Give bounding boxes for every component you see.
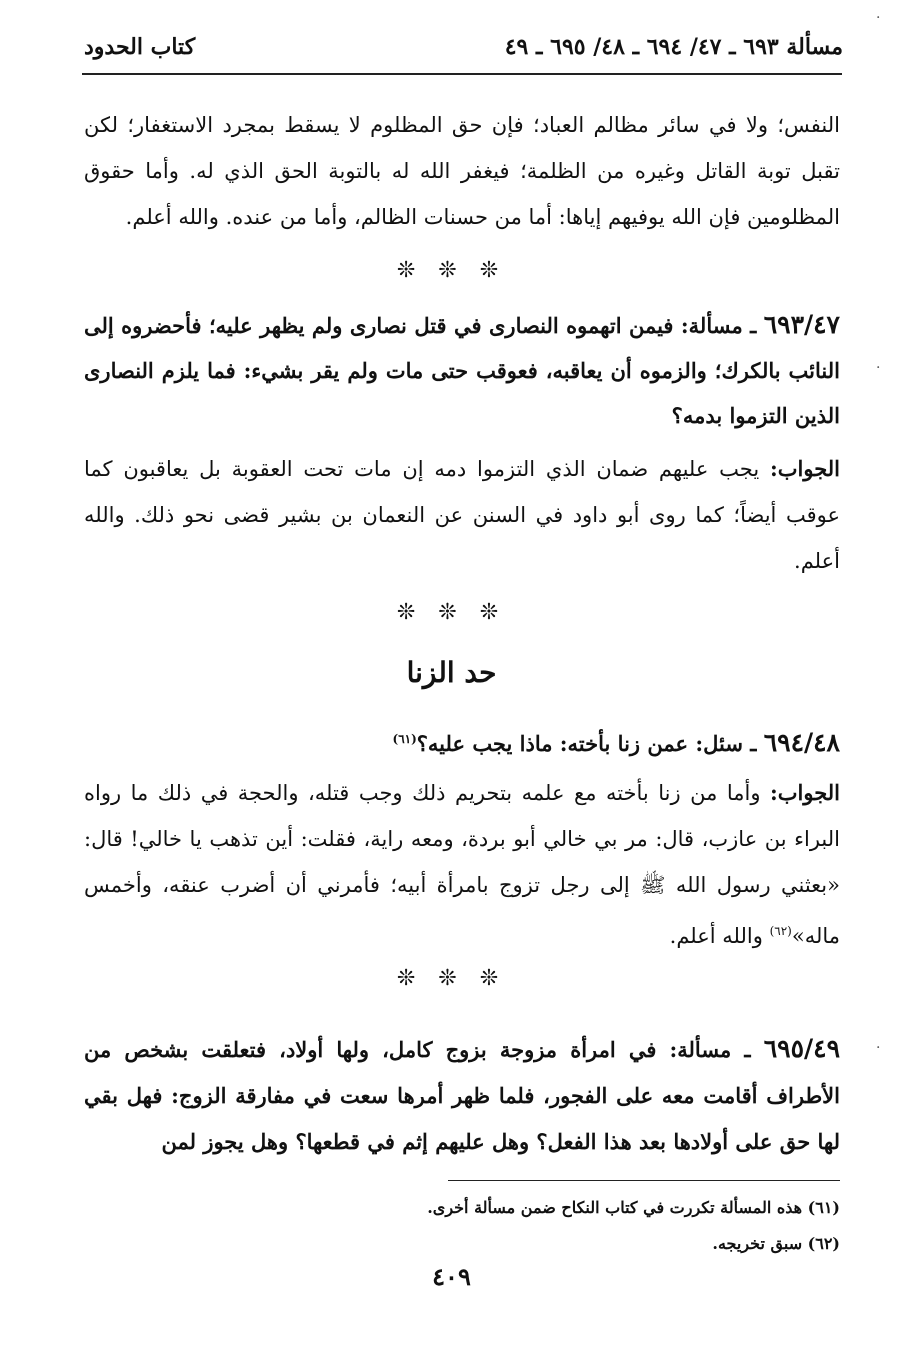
answer-694 <box>84 770 840 959</box>
section-heading: حد الزنا <box>406 656 497 689</box>
running-header-issue-numbers: مسألة ٦٩٣ ـ ٤٧/ ٦٩٤ ـ ٤٨/ ٦٩٥ ـ ٤٩ <box>504 34 843 60</box>
question-number: ٦٩٣/٤٧ <box>763 310 840 339</box>
answer-text: وأما من زنا بأخته مع علمه بتحريم ذلك وجب قتله، والحجة في ذلك ما رواه البراء بن عازب، قال: مر بي خالي أبو بردة، ومعه راية، فقلت: أين تذهب يا خالي! قال: «بعثني رسول الله ﷺ إلى رجل تزوج بامرأة أبيه؛ فأمرني أن أضرب عنقه، وأخمس ماله» <box>84 781 840 948</box>
question-text: عمن زنا بأخته: ماذا يجب عليه؟ <box>416 731 689 756</box>
question-695 <box>84 1026 840 1165</box>
footnote-rule <box>448 1180 840 1181</box>
footnote-ref: (٦٢) <box>769 924 792 938</box>
question-text: في امرأة مزوجة بزوج كامل، ولها أولاد، فتعلقت بشخص من الأطراف أقامت معه على الفجور، فلما ظهر أمرها سعت في مفارقة الزوج: فهل بقي لها حق على أولادها بعد هذا الفعل؟ وهل عليهم إثم في قطعها؟ وهل يجوز لمن <box>84 1037 840 1154</box>
question-label: ـ سئل: <box>695 731 757 756</box>
header-rule <box>82 73 842 75</box>
scan-speck: · <box>876 360 881 376</box>
running-header-chapter-title: كتاب الحدود <box>84 34 196 60</box>
paragraph-continuation: النفس؛ ولا في سائر مظالم العباد؛ فإن حق المظلوم لا يسقط بمجرد الاستغفار؛ لكن تقبل توبة القاتل وغيره من الظلمة؛ فيغفر الله له بالتوبة الحق الذي له. وأما حقوق المظلومين فإن الله يوفيهم إياها: أما من حسنات الظالم، وأما من عنده. والله أعلم. <box>84 113 840 229</box>
question-label: ـ مسألة: <box>680 313 757 338</box>
scan-speck: · <box>876 1040 881 1056</box>
answer-label: الجواب: <box>770 780 840 805</box>
section-separator: ❊ ❊ ❊ <box>396 258 507 283</box>
footnote-ref: (٦١) <box>392 732 417 746</box>
answer-label: الجواب: <box>769 456 840 481</box>
question-label: ـ مسألة: <box>669 1037 751 1062</box>
question-693 <box>84 302 840 438</box>
section-separator: ❊ ❊ ❊ <box>396 966 507 991</box>
footnote-61: (٦١) هذه المسألة تكررت في كتاب النكاح ضمن مسألة أخرى. <box>427 1198 840 1217</box>
question-text: فيمن اتهموه النصارى في قتل نصارى ولم يظهر عليه؛ فأحضروه إلى النائب بالكرك؛ والزموه أن يعاقبه، فعوقب حتى مات ولم يقر بشيء: فما يلزم النصارى الذين التزموا بدمه؟ <box>84 313 840 428</box>
page-number: ٤٠٩ <box>432 1262 471 1291</box>
question-number: ٦٩٤/٤٨ <box>763 728 840 757</box>
answer-693 <box>84 446 840 584</box>
section-separator: ❊ ❊ ❊ <box>396 600 507 625</box>
scan-speck: · <box>876 10 881 26</box>
answer-text: يجب عليهم ضمان الذي التزموا دمه إن مات تحت العقوبة بل يعاقبون كما عوقب أيضاً؛ كما روى أبو داود في السنن عن النعمان بن بشير قضى نحو ذلك. والله أعلم. <box>84 457 840 573</box>
footnote-62: (٦٢) سبق تخريجه. <box>712 1234 840 1253</box>
question-number: ٦٩٥/٤٩ <box>763 1034 841 1063</box>
question-694 <box>84 716 840 767</box>
answer-closing: والله أعلم. <box>669 924 763 948</box>
